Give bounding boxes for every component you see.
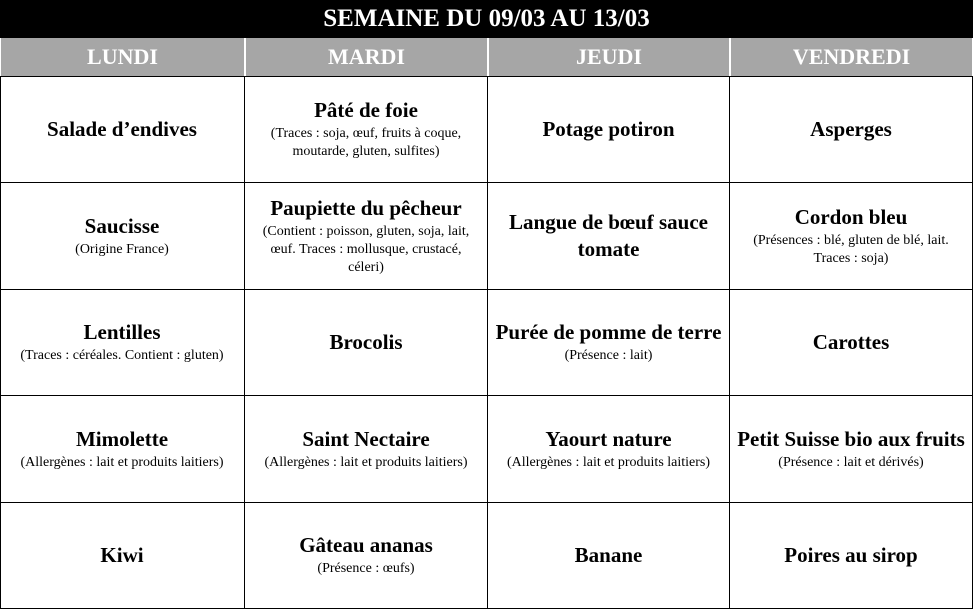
allergen-note: (Présence : œufs) (317, 561, 415, 576)
dish-name: Yaourt nature (545, 426, 672, 451)
dish-name: Asperges (810, 116, 892, 141)
allergen-note: (Traces : soja, œuf, fruits à coque, moutarde, gluten, sulfites) (270, 126, 462, 159)
dish-name: Poires au sirop (784, 542, 918, 567)
allergen-note: (Contient : poisson, gluten, soja, lait, œuf. Traces : mollusque, crustacé, céleri) (262, 223, 470, 275)
dish-name: Banane (574, 542, 643, 567)
menu-cell (730, 502, 972, 608)
menu-cell (245, 76, 487, 182)
menu-cell (0, 395, 244, 502)
dish-name: Paupiette du pêcheur (270, 195, 462, 220)
grid-divider (487, 76, 488, 609)
day-header-tuesday: MARDI (245, 38, 488, 76)
dish-name: Carottes (812, 329, 890, 354)
menu-cell (0, 76, 244, 182)
grid-divider (0, 182, 973, 183)
menu-cell (488, 76, 729, 182)
grid-divider (0, 502, 973, 503)
dish-name: Pâté de foie (314, 98, 418, 122)
dish-name: Salade d’endives (47, 116, 197, 141)
menu-cell (245, 289, 487, 395)
allergen-note: (Origine France) (75, 241, 169, 257)
menu-cell (730, 182, 972, 289)
menu-title: SEMAINE DU 09/03 AU 13/03 (0, 0, 973, 38)
allergen-note: (Présence : lait) (564, 348, 653, 363)
dish-name: Gâteau ananas (299, 533, 433, 557)
grid-divider (0, 76, 973, 77)
grid-divider (244, 76, 245, 609)
allergen-note: (Présences : blé, gluten de blé, lait. Traces : soja) (753, 232, 949, 266)
day-header-friday: VENDREDI (730, 38, 973, 76)
allergen-note: (Allergènes : lait et produits laitiers) (506, 454, 711, 470)
dish-name: Kiwi (100, 542, 144, 567)
menu-cell (245, 182, 487, 289)
menu-cell (0, 289, 244, 395)
dish-name: Langue de bœuf sauce tomate (509, 209, 708, 261)
day-header-row (0, 38, 973, 76)
dish-name: Cordon bleu (794, 204, 908, 229)
menu-cell (730, 76, 972, 182)
grid-divider (0, 289, 973, 290)
menu-cell (488, 289, 729, 395)
dish-name: Petit Suisse bio aux fruits (737, 426, 965, 451)
menu-cell (245, 395, 487, 502)
menu-cell (488, 395, 729, 502)
menu-cell (0, 502, 244, 608)
menu-cell (488, 502, 729, 608)
dish-name: Saucisse (84, 213, 160, 238)
allergen-note: (Allergènes : lait et produits laitiers) (264, 454, 468, 470)
menu-cell (0, 182, 244, 289)
grid-divider (0, 395, 973, 396)
dish-name: Lentilles (83, 320, 161, 344)
menu-cell (488, 182, 729, 289)
grid-divider (729, 76, 730, 609)
menu-cell (730, 289, 972, 395)
allergen-note: (Traces : céréales. Contient : gluten) (20, 348, 224, 363)
dish-name: Saint Nectaire (302, 426, 430, 451)
allergen-note: (Présence : lait et dérivés) (778, 454, 924, 470)
day-header-monday: LUNDI (0, 38, 245, 76)
dish-name: Purée de pomme de terre (495, 320, 722, 344)
dish-name: Brocolis (329, 329, 403, 354)
day-header-thursday: JEUDI (488, 38, 730, 76)
grid-border (0, 76, 1, 609)
menu-cell (245, 502, 487, 608)
grid-border (0, 608, 973, 609)
menu-cell (730, 395, 972, 502)
dish-name: Mimolette (75, 426, 169, 451)
allergen-note: (Allergènes : lait et produits laitiers) (20, 454, 224, 470)
dish-name: Potage potiron (542, 116, 675, 141)
